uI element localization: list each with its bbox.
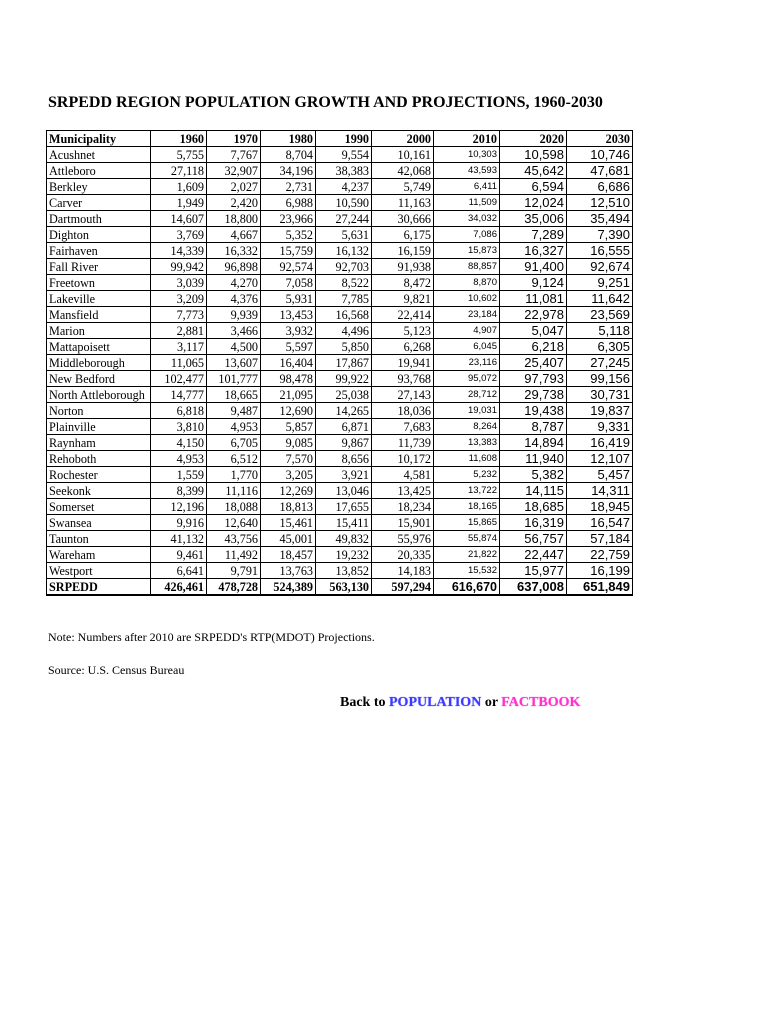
population-cell: 22,978: [500, 307, 567, 323]
municipality-cell: Taunton: [47, 531, 151, 547]
population-cell: 6,411: [434, 179, 500, 195]
population-cell: 10,161: [372, 147, 434, 163]
municipality-cell: New Bedford: [47, 371, 151, 387]
table-row: [47, 483, 633, 499]
table-row: [47, 259, 633, 275]
population-cell: 92,703: [316, 259, 372, 275]
population-cell: 15,873: [434, 243, 500, 259]
municipality-cell: Rehoboth: [47, 451, 151, 467]
population-cell: 88,857: [434, 259, 500, 275]
column-header-1970: 1970: [207, 131, 261, 147]
table-row: [47, 499, 633, 515]
table-row: [47, 179, 633, 195]
population-cell: 23,966: [261, 211, 316, 227]
municipality-cell: Acushnet: [47, 147, 151, 163]
population-cell: 16,419: [567, 435, 633, 451]
population-cell: 15,532: [434, 563, 500, 579]
total-cell: 597,294: [372, 579, 434, 596]
population-cell: 91,938: [372, 259, 434, 275]
table-row: [47, 467, 633, 483]
population-cell: 5,123: [372, 323, 434, 339]
population-cell: 9,487: [207, 403, 261, 419]
population-cell: 45,001: [261, 531, 316, 547]
population-cell: 3,810: [151, 419, 207, 435]
municipality-cell: Plainville: [47, 419, 151, 435]
population-cell: 9,867: [316, 435, 372, 451]
population-cell: 11,116: [207, 483, 261, 499]
table-row: [47, 451, 633, 467]
population-cell: 41,132: [151, 531, 207, 547]
total-label-cell: SRPEDD: [47, 579, 151, 596]
population-cell: 9,251: [567, 275, 633, 291]
population-cell: 7,785: [316, 291, 372, 307]
population-cell: 18,036: [372, 403, 434, 419]
population-cell: 12,196: [151, 499, 207, 515]
population-cell: 11,642: [567, 291, 633, 307]
population-cell: 9,124: [500, 275, 567, 291]
column-header-2020: 2020: [500, 131, 567, 147]
population-cell: 6,218: [500, 339, 567, 355]
population-cell: 14,607: [151, 211, 207, 227]
population-cell: 7,086: [434, 227, 500, 243]
municipality-cell: Lakeville: [47, 291, 151, 307]
population-cell: 25,407: [500, 355, 567, 371]
population-cell: 3,466: [207, 323, 261, 339]
total-cell: 478,728: [207, 579, 261, 596]
population-cell: 15,865: [434, 515, 500, 531]
page-title: SRPEDD REGION POPULATION GROWTH AND PROJECTIONS, 1960-2030: [48, 94, 603, 111]
population-cell: 3,205: [261, 467, 316, 483]
population-cell: 21,095: [261, 387, 316, 403]
population-cell: 47,681: [567, 163, 633, 179]
population-cell: 6,988: [261, 195, 316, 211]
population-cell: 32,907: [207, 163, 261, 179]
population-cell: 13,453: [261, 307, 316, 323]
population-cell: 8,870: [434, 275, 500, 291]
population-cell: 101,777: [207, 371, 261, 387]
population-cell: 18,234: [372, 499, 434, 515]
population-cell: 25,038: [316, 387, 372, 403]
population-cell: 11,492: [207, 547, 261, 563]
population-cell: 11,739: [372, 435, 434, 451]
population-cell: 7,767: [207, 147, 261, 163]
population-cell: 18,457: [261, 547, 316, 563]
population-cell: 16,319: [500, 515, 567, 531]
population-cell: 8,704: [261, 147, 316, 163]
population-cell: 22,447: [500, 547, 567, 563]
total-cell: 616,670: [434, 579, 500, 596]
population-cell: 5,631: [316, 227, 372, 243]
population-cell: 45,642: [500, 163, 567, 179]
population-cell: 6,045: [434, 339, 500, 355]
population-cell: 91,400: [500, 259, 567, 275]
population-cell: 19,031: [434, 403, 500, 419]
population-cell: 4,581: [372, 467, 434, 483]
back-navigation: [340, 695, 580, 711]
population-cell: 56,757: [500, 531, 567, 547]
population-cell: 99,942: [151, 259, 207, 275]
population-cell: 34,032: [434, 211, 500, 227]
column-header-1960: 1960: [151, 131, 207, 147]
population-cell: 96,898: [207, 259, 261, 275]
population-cell: 43,593: [434, 163, 500, 179]
population-cell: 14,777: [151, 387, 207, 403]
municipality-cell: Somerset: [47, 499, 151, 515]
population-cell: 23,116: [434, 355, 500, 371]
population-cell: 11,940: [500, 451, 567, 467]
population-cell: 12,269: [261, 483, 316, 499]
population-cell: 2,881: [151, 323, 207, 339]
population-cell: 11,065: [151, 355, 207, 371]
municipality-cell: Carver: [47, 195, 151, 211]
population-cell: 4,150: [151, 435, 207, 451]
table-row: [47, 195, 633, 211]
population-cell: 7,058: [261, 275, 316, 291]
population-cell: 18,813: [261, 499, 316, 515]
table-row: [47, 147, 633, 163]
column-header-1980: 1980: [261, 131, 316, 147]
population-cell: 14,339: [151, 243, 207, 259]
population-cell: 1,609: [151, 179, 207, 195]
population-cell: 16,159: [372, 243, 434, 259]
population-cell: 3,117: [151, 339, 207, 355]
total-cell: 426,461: [151, 579, 207, 596]
population-cell: 35,006: [500, 211, 567, 227]
population-cell: 13,383: [434, 435, 500, 451]
population-cell: 27,143: [372, 387, 434, 403]
table-row: [47, 547, 633, 563]
total-row: [47, 579, 633, 596]
population-cell: 98,478: [261, 371, 316, 387]
population-cell: 9,916: [151, 515, 207, 531]
population-cell: 6,594: [500, 179, 567, 195]
table-row: [47, 307, 633, 323]
population-cell: 4,953: [207, 419, 261, 435]
population-cell: 13,852: [316, 563, 372, 579]
population-cell: 27,118: [151, 163, 207, 179]
population-cell: 29,738: [500, 387, 567, 403]
population-cell: 15,461: [261, 515, 316, 531]
population-cell: 5,597: [261, 339, 316, 355]
population-cell: 3,209: [151, 291, 207, 307]
population-cell: 95,072: [434, 371, 500, 387]
table-row: [47, 371, 633, 387]
municipality-cell: Fall River: [47, 259, 151, 275]
population-cell: 99,156: [567, 371, 633, 387]
population-cell: 10,598: [500, 147, 567, 163]
population-cell: 16,132: [316, 243, 372, 259]
population-cell: 10,172: [372, 451, 434, 467]
population-cell: 16,568: [316, 307, 372, 323]
municipality-cell: Wareham: [47, 547, 151, 563]
population-cell: 9,939: [207, 307, 261, 323]
population-cell: 57,184: [567, 531, 633, 547]
source-note: Source: U.S. Census Bureau: [48, 663, 185, 677]
population-cell: 11,163: [372, 195, 434, 211]
table-row: [47, 419, 633, 435]
table-row: [47, 355, 633, 371]
population-cell: 3,921: [316, 467, 372, 483]
population-cell: 3,769: [151, 227, 207, 243]
column-header-2030: 2030: [567, 131, 633, 147]
population-cell: 49,832: [316, 531, 372, 547]
total-cell: 563,130: [316, 579, 372, 596]
population-cell: 7,773: [151, 307, 207, 323]
population-cell: 4,907: [434, 323, 500, 339]
population-cell: 1,559: [151, 467, 207, 483]
population-cell: 15,901: [372, 515, 434, 531]
column-header-2010: 2010: [434, 131, 500, 147]
table-row: [47, 275, 633, 291]
population-cell: 3,039: [151, 275, 207, 291]
municipality-cell: Dartmouth: [47, 211, 151, 227]
column-header-municipality: Municipality: [47, 131, 151, 147]
table-row: [47, 339, 633, 355]
population-cell: 14,115: [500, 483, 567, 499]
table-row: [47, 227, 633, 243]
table-row: [47, 323, 633, 339]
population-cell: 12,640: [207, 515, 261, 531]
population-cell: 19,941: [372, 355, 434, 371]
municipality-cell: Swansea: [47, 515, 151, 531]
population-cell: 22,759: [567, 547, 633, 563]
factbook-link[interactable]: FACTBOOK: [501, 695, 581, 710]
population-cell: 7,289: [500, 227, 567, 243]
population-cell: 13,722: [434, 483, 500, 499]
population-cell: 38,383: [316, 163, 372, 179]
total-cell: 651,849: [567, 579, 633, 596]
population-cell: 9,085: [261, 435, 316, 451]
population-cell: 19,837: [567, 403, 633, 419]
population-cell: 5,118: [567, 323, 633, 339]
table-row: [47, 531, 633, 547]
table-row: [47, 563, 633, 579]
population-cell: 18,665: [207, 387, 261, 403]
population-cell: 12,024: [500, 195, 567, 211]
population-cell: 16,332: [207, 243, 261, 259]
population-cell: 97,793: [500, 371, 567, 387]
population-cell: 8,656: [316, 451, 372, 467]
population-cell: 4,496: [316, 323, 372, 339]
municipality-cell: Berkley: [47, 179, 151, 195]
population-cell: 15,411: [316, 515, 372, 531]
population-cell: 12,690: [261, 403, 316, 419]
population-cell: 23,569: [567, 307, 633, 323]
population-cell: 21,822: [434, 547, 500, 563]
population-cell: 12,510: [567, 195, 633, 211]
population-cell: 14,265: [316, 403, 372, 419]
municipality-cell: Mansfield: [47, 307, 151, 323]
population-cell: 92,574: [261, 259, 316, 275]
population-cell: 8,472: [372, 275, 434, 291]
population-cell: 5,857: [261, 419, 316, 435]
municipality-cell: Westport: [47, 563, 151, 579]
population-cell: 8,787: [500, 419, 567, 435]
population-cell: 16,404: [261, 355, 316, 371]
population-cell: 18,165: [434, 499, 500, 515]
population-cell: 6,305: [567, 339, 633, 355]
population-cell: 10,303: [434, 147, 500, 163]
table-row: [47, 435, 633, 451]
population-cell: 42,068: [372, 163, 434, 179]
population-cell: 12,107: [567, 451, 633, 467]
population-cell: 4,237: [316, 179, 372, 195]
municipality-cell: Mattapoisett: [47, 339, 151, 355]
table-row: [47, 291, 633, 307]
population-cell: 15,759: [261, 243, 316, 259]
population-cell: 55,976: [372, 531, 434, 547]
population-cell: 2,731: [261, 179, 316, 195]
population-cell: 5,232: [434, 467, 500, 483]
population-cell: 1,949: [151, 195, 207, 211]
population-cell: 9,461: [151, 547, 207, 563]
population-cell: 30,731: [567, 387, 633, 403]
population-cell: 8,399: [151, 483, 207, 499]
municipality-cell: Freetown: [47, 275, 151, 291]
municipality-cell: North Attleborough: [47, 387, 151, 403]
municipality-cell: Attleboro: [47, 163, 151, 179]
population-cell: 5,755: [151, 147, 207, 163]
population-cell: 14,183: [372, 563, 434, 579]
population-cell: 13,046: [316, 483, 372, 499]
population-cell: 14,311: [567, 483, 633, 499]
population-cell: 5,457: [567, 467, 633, 483]
population-cell: 10,590: [316, 195, 372, 211]
population-cell: 17,867: [316, 355, 372, 371]
population-cell: 5,850: [316, 339, 372, 355]
population-cell: 28,712: [434, 387, 500, 403]
table-row: [47, 211, 633, 227]
projection-note: Note: Numbers after 2010 are SRPEDD's RTP(MDOT) Projections.: [48, 630, 375, 644]
population-cell: 7,570: [261, 451, 316, 467]
table-row: [47, 387, 633, 403]
population-cell: 7,683: [372, 419, 434, 435]
population-cell: 6,871: [316, 419, 372, 435]
population-cell: 99,922: [316, 371, 372, 387]
population-cell: 18,945: [567, 499, 633, 515]
municipality-cell: Dighton: [47, 227, 151, 243]
population-cell: 102,477: [151, 371, 207, 387]
population-cell: 23,184: [434, 307, 500, 323]
total-cell: 524,389: [261, 579, 316, 596]
population-cell: 20,335: [372, 547, 434, 563]
population-cell: 9,791: [207, 563, 261, 579]
population-cell: 14,894: [500, 435, 567, 451]
table-row: [47, 163, 633, 179]
population-cell: 6,641: [151, 563, 207, 579]
population-cell: 92,674: [567, 259, 633, 275]
population-cell: 6,175: [372, 227, 434, 243]
table-row: [47, 515, 633, 531]
municipality-cell: Marion: [47, 323, 151, 339]
population-cell: 93,768: [372, 371, 434, 387]
population-cell: 4,270: [207, 275, 261, 291]
population-cell: 4,953: [151, 451, 207, 467]
or-label: or: [484, 695, 498, 710]
population-cell: 5,047: [500, 323, 567, 339]
population-cell: 15,977: [500, 563, 567, 579]
table-row: [47, 243, 633, 259]
population-cell: 16,199: [567, 563, 633, 579]
population-cell: 10,746: [567, 147, 633, 163]
population-cell: 4,500: [207, 339, 261, 355]
population-cell: 9,554: [316, 147, 372, 163]
back-to-label: Back to: [340, 695, 386, 710]
population-cell: 8,522: [316, 275, 372, 291]
population-cell: 16,547: [567, 515, 633, 531]
population-cell: 7,390: [567, 227, 633, 243]
municipality-cell: Rochester: [47, 467, 151, 483]
population-cell: 35,494: [567, 211, 633, 227]
population-cell: 18,685: [500, 499, 567, 515]
population-cell: 19,232: [316, 547, 372, 563]
population-cell: 27,244: [316, 211, 372, 227]
total-cell: 637,008: [500, 579, 567, 596]
population-cell: 18,088: [207, 499, 261, 515]
population-cell: 30,666: [372, 211, 434, 227]
population-cell: 11,608: [434, 451, 500, 467]
population-cell: 22,414: [372, 307, 434, 323]
population-cell: 5,931: [261, 291, 316, 307]
population-cell: 5,382: [500, 467, 567, 483]
population-cell: 16,327: [500, 243, 567, 259]
population-cell: 9,331: [567, 419, 633, 435]
population-cell: 18,800: [207, 211, 261, 227]
column-header-1990: 1990: [316, 131, 372, 147]
population-cell: 11,509: [434, 195, 500, 211]
population-cell: 6,512: [207, 451, 261, 467]
population-cell: 5,749: [372, 179, 434, 195]
municipality-cell: Middleborough: [47, 355, 151, 371]
population-cell: 3,932: [261, 323, 316, 339]
table-header-row: [47, 131, 633, 147]
population-cell: 9,821: [372, 291, 434, 307]
population-cell: 6,818: [151, 403, 207, 419]
municipality-cell: Norton: [47, 403, 151, 419]
population-cell: 10,602: [434, 291, 500, 307]
population-cell: 13,607: [207, 355, 261, 371]
table-row: [47, 403, 633, 419]
population-cell: 16,555: [567, 243, 633, 259]
municipality-cell: Fairhaven: [47, 243, 151, 259]
population-cell: 2,420: [207, 195, 261, 211]
population-cell: 8,264: [434, 419, 500, 435]
population-cell: 6,686: [567, 179, 633, 195]
population-cell: 11,081: [500, 291, 567, 307]
population-cell: 5,352: [261, 227, 316, 243]
population-cell: 6,268: [372, 339, 434, 355]
population-cell: 1,770: [207, 467, 261, 483]
population-cell: 55,874: [434, 531, 500, 547]
municipality-cell: Seekonk: [47, 483, 151, 499]
population-cell: 34,196: [261, 163, 316, 179]
population-cell: 17,655: [316, 499, 372, 515]
population-link[interactable]: POPULATION: [389, 695, 482, 710]
population-cell: 2,027: [207, 179, 261, 195]
column-header-2000: 2000: [372, 131, 434, 147]
population-cell: 13,425: [372, 483, 434, 499]
population-cell: 13,763: [261, 563, 316, 579]
population-cell: 4,376: [207, 291, 261, 307]
population-cell: 43,756: [207, 531, 261, 547]
population-table: [46, 130, 633, 596]
population-cell: 27,245: [567, 355, 633, 371]
municipality-cell: Raynham: [47, 435, 151, 451]
population-cell: 6,705: [207, 435, 261, 451]
population-cell: 4,667: [207, 227, 261, 243]
population-cell: 19,438: [500, 403, 567, 419]
